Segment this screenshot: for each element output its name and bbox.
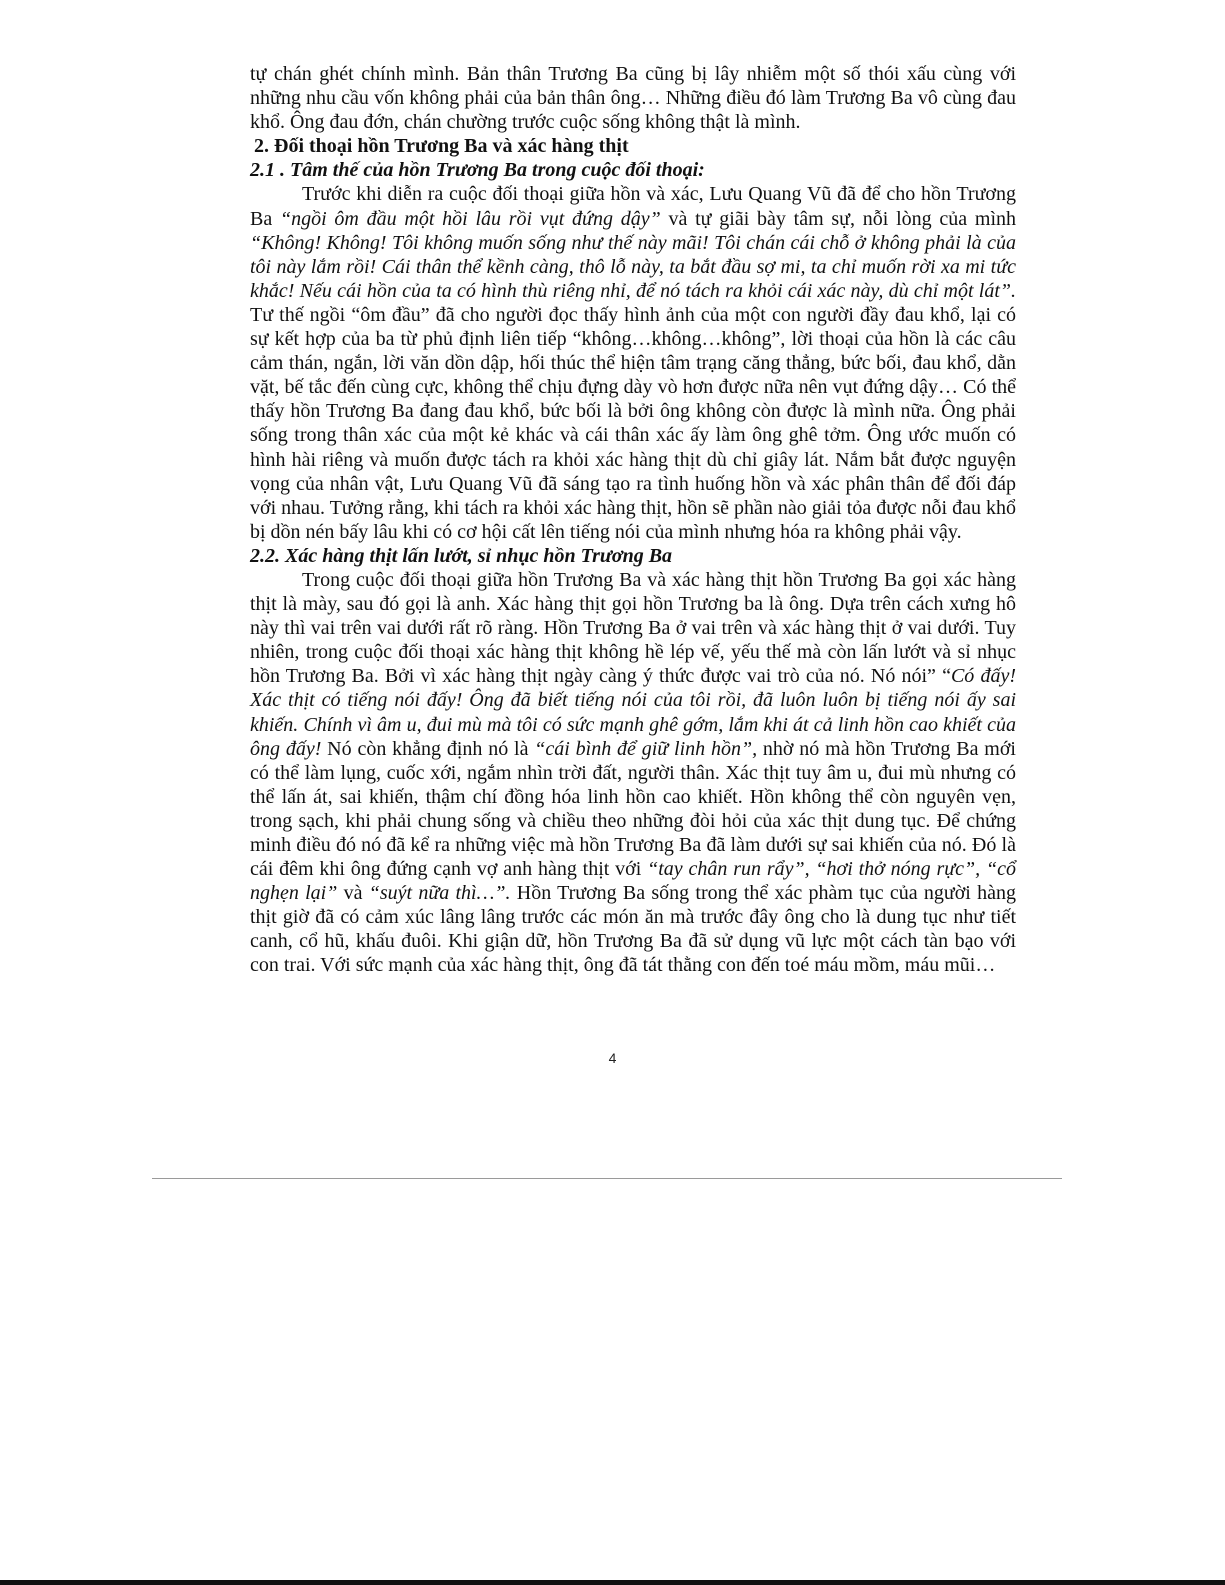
text-run: Tư thế ngồi “ôm đầu” đã cho người đọc thấy hình ảnh của một con người đầy đau khổ, lại có sự kết hợp của ba từ phủ định liên tiếp “không…không…không”, lời thoại của hồn là các câu cảm thán, ngắn, lời văn dồn dập, hối thúc thể hiện tâm trạng căng thẳng, bức bối, đau khổ, dằn vặt, bế tắc đến cùng cực, không thể chịu đựng dày vò hơn được nữa nên vụt đứng dậy… Có thể thấy hồn Trương Ba đang đau khổ, bức bối là bởi ông không còn được là mình nữa. Ông phải sống trong thân xác của một kẻ khác và cái thân xác ấy làm ông ghê tởm. Ông ước muốn có hình hài riêng và muốn được tách ra khỏi xác hàng thịt dù chỉ giây lát. Nắm bắt được nguyện vọng của nhân vật, Lưu Quang Vũ đã sáng tạo ra tình huống hồn và xác phân thân để đối đáp với nhau. Tưởng rằng, khi tách ra khỏi xác hàng thịt, hồn sẽ phần nào giải tỏa được nỗi đau khổ bị dồn nén bấy lâu khi có cơ hội cất lên tiếng nói của mình nhưng hóa ra không phải vậy.: [250, 303, 1016, 543]
text-run: Hồn Trương Ba sống trong thể xác phàm tục của người hàng thịt giờ đã có cảm xúc lâng lâng trước các món ăn mà trước đây ông cho là dung tục như tiết canh, cổ hũ, khấu đuôi. Khi giận dữ, hồn Trương Ba đã sử dụng vũ lực một cách tàn bạo với con trai. Với sức mạnh của xác hàng thịt, ông đã tát thằng con đến toé máu mồm, máu mũi…: [250, 882, 1016, 977]
paragraph-2-2: [250, 568, 1016, 978]
quote-run: “tay chân run rẩy”, “hơi thở nóng rực”, “cổ nghẹn lại”: [250, 858, 1017, 905]
intro-paragraph: tự chán ghét chính mình. Bản thân Trương Ba cũng bị lây nhiễm một số thói xấu cùng với những nhu cầu vốn không phải của bản thân ông… Những điều đó làm Trương Ba vô cùng đau khổ. Ông đau đớn, chán chường trước cuộc sống không thật là mình.: [250, 63, 1016, 134]
quote-run: “suýt nữa thì…”.: [368, 882, 511, 905]
bottom-edge-rule: [0, 1580, 1225, 1585]
quote-run: “ngồi ôm đầu một hồi lâu rồi vụt đứng dậy”: [279, 207, 661, 230]
section-heading-2: 2. Đối thoại hồn Trương Ba và xác hàng thịt: [254, 135, 629, 158]
text-run: và tự giãi bày tâm sự, nỗi lòng của mình: [660, 207, 1017, 230]
paragraph-2-1: [250, 182, 1016, 543]
text-run: nhờ nó mà hồn Trương Ba mới có thể làm lụng, cuốc xới, ngắm nhìn trời đất, người thân. Xác thịt tuy âm u, đui mù nhưng có thể lấn át, sai khiến, thậm chí đồng hóa linh hồn cao khiết. Hồn không thể còn nguyên vẹn, trong sạch, khi phải chung sống và chiều theo những đòi hỏi của xác thịt dung tục. Để chứng minh điều đó nó đã kể ra những việc mà hồn Trương Ba đã làm dưới sự sai khiến của nó. Đó là cái đêm khi ông đứng cạnh vợ anh hàng thịt với: [250, 737, 1016, 881]
text-run: Trước khi diễn ra cuộc đối thoại giữa hồn và xác, Lưu Quang Vũ đã để cho hồn Trương Ba: [250, 183, 1016, 230]
subsection-heading-2-2: 2.2. Xác hàng thịt lấn lướt, sỉ nhục hồn Trương Ba: [250, 544, 673, 567]
quote-run: “Không! Không! Tôi không muốn sống như thế này mãi! Tôi chán cái chỗ ở không phải là của tôi này lắm rồi! Cái thân thể kềnh càng, thô lỗ này, ta bắt đầu sợ mi, ta chỉ muốn rời xa mi tức khắc! Nếu cái hồn của ta có hình thù riêng nhỉ, để nó tách ra khỏi cái xác này, dù chỉ một lát”.: [250, 231, 1016, 302]
quote-run: “cái bình để giữ linh hồn”,: [534, 737, 758, 760]
text-run: Trong cuộc đối thoại giữa hồn Trương Ba và xác hàng thịt hồn Trương Ba gọi xác hàng thịt là mày, sau đó gọi là anh. Xác hàng thịt gọi hồn Trương ba là ông. Dựa trên cách xưng hô này thì vai trên vai dưới rất rõ ràng. Hồn Trương Ba ở vai trên và xác hàng thịt ở vai dưới. Tuy nhiên, trong cuộc đối thoại xác hàng thịt không hề lép vế, yếu thế mà còn lấn lướt và sỉ nhục hồn Trương Ba. Bởi vì xác hàng thịt ngày càng ý thức được vai trò của nó. Nó nói” “: [250, 568, 1016, 688]
document-body: [250, 62, 1016, 978]
page-divider: [152, 1178, 1062, 1179]
page-number: 4: [608, 1050, 617, 1066]
subsection-heading-2-1: 2.1 . Tâm thế của hồn Trương Ba trong cuộc đối thoại:: [250, 159, 705, 182]
quote-run: Có đấy! Xác thịt có tiếng nói đấy! Ông đã biết tiếng nói của tôi rồi, đã luôn luôn bị tiếng nói ấy sai khiến. Chính vì âm u, đui mù mà tôi có sức mạnh ghê gớm, lắm khi át cả linh hồn cao khiết của ông đấy!: [250, 665, 1016, 760]
text-run: Nó còn khẳng định nó là: [321, 737, 535, 760]
text-run: và: [337, 882, 369, 905]
